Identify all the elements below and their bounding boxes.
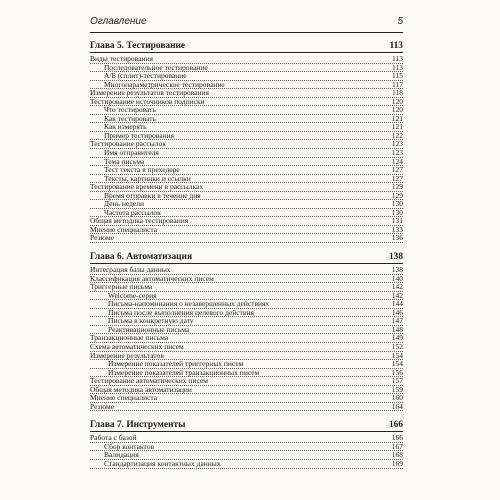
toc-entry-page: 129 xyxy=(391,182,403,192)
chapter-page: 166 xyxy=(388,420,403,431)
toc-entry-page: 168 xyxy=(391,450,403,460)
toc-entry-title: Письма-напоминания о незавершенных действиях xyxy=(108,299,270,309)
toc-entry-title: Стандартизация контактных данных xyxy=(104,458,221,468)
toc-entry-title: Как измерять xyxy=(104,122,147,132)
toc-entry-page: 166 xyxy=(391,433,403,443)
toc-entry-title: Что тестировать xyxy=(104,105,156,115)
toc-entry-title: Последовательное тестирование xyxy=(104,62,208,72)
toc-entry-page: 123 xyxy=(391,148,403,158)
toc-entry-page: 113 xyxy=(392,54,403,63)
chapter-title: Глава 7. Инструменты xyxy=(90,420,186,431)
header-title: Оглавление xyxy=(90,16,147,27)
toc-entry-title: Как тестировать xyxy=(104,113,156,123)
toc-entry-title: Виды тестирования xyxy=(90,54,153,63)
chapter-page: 113 xyxy=(389,41,403,51)
toc-entry-page: 120 xyxy=(391,105,403,115)
toc-entry-page: 160 xyxy=(391,393,403,403)
toc-entry-title: А/Б (сплит)-тестирование xyxy=(104,71,187,81)
toc-entry-title: Схема автоматических писем xyxy=(90,341,184,351)
toc-entry-title: Транзакционные письма xyxy=(90,333,169,343)
toc-entry-page: 117 xyxy=(392,79,403,89)
toc-entry-title: Работа с базой xyxy=(90,433,137,443)
toc-entry-page: 142 xyxy=(391,290,403,300)
toc-entry-page: 136 xyxy=(391,233,403,243)
toc-entry-page: 121 xyxy=(391,113,403,123)
chapter-page: 138 xyxy=(388,252,403,263)
page-header xyxy=(90,16,403,33)
toc-entry-page: 142 xyxy=(391,282,403,292)
toc-entry-title: Триггерные письма xyxy=(90,282,153,292)
toc-entry-title: День недели xyxy=(104,199,144,209)
toc-entry[interactable] xyxy=(90,226,403,235)
toc-entry-page: 124 xyxy=(391,156,403,166)
chapter-heading[interactable] xyxy=(90,419,403,432)
toc-entry-title: Многопараметрическое тестирование xyxy=(104,79,225,89)
toc-entry-page: 147 xyxy=(391,316,403,326)
toc-entry[interactable] xyxy=(90,403,403,412)
toc-entry-page: 144 xyxy=(391,299,403,309)
toc-entry-title: Частота рассылок xyxy=(104,207,161,217)
chapter-heading[interactable] xyxy=(90,251,403,264)
toc-entry-title: Измерение показателей транзакционных писем xyxy=(108,367,260,377)
toc-entry-page: 130 xyxy=(391,207,403,217)
toc-entry-page: 133 xyxy=(391,224,403,234)
toc-entry-title: Тестирование источников подписки xyxy=(90,96,205,106)
toc-entry-page: 152 xyxy=(391,341,403,351)
toc-entry[interactable] xyxy=(90,234,403,243)
toc-entry-page: 129 xyxy=(391,190,403,200)
toc-entry-title: Welcome-серия xyxy=(108,290,157,300)
toc-entry-page: 121 xyxy=(391,122,403,132)
chapter-title: Глава 6. Автоматизация xyxy=(90,252,193,263)
toc-entry-page: 156 xyxy=(391,367,403,377)
toc-entry-title: Измерение показателей триггерных писем xyxy=(108,359,244,369)
toc-entry-page: 118 xyxy=(392,88,403,98)
toc-entry-title: Тексты, картинки и ссылки xyxy=(104,173,191,183)
toc-entry-page: 159 xyxy=(391,384,403,394)
toc-entry-page: 127 xyxy=(391,173,403,183)
toc-entry-page: 131 xyxy=(391,216,403,226)
toc-entry-title: Тестирование времени в рассылках xyxy=(90,182,204,192)
toc-entry-title: Мнение специалиста xyxy=(90,393,158,403)
toc-entry-title: Измерение результатов xyxy=(90,350,164,360)
toc-entry-title: Общая методика автоматизации xyxy=(90,384,192,394)
toc-entry-title: Валидация xyxy=(104,450,139,460)
toc-entry-title: Письма после выполнения целевого действия xyxy=(108,307,254,317)
toc-entry-title: Интеграция базы данных xyxy=(90,265,171,275)
toc-entry-page: 164 xyxy=(391,401,403,411)
toc-entry-title: Мнение специалиста xyxy=(90,224,158,234)
toc-entry-title: Классификация автоматических писем xyxy=(90,273,214,283)
toc-entry-title: Сбор контактов xyxy=(104,441,155,451)
table-of-contents xyxy=(90,37,403,469)
toc-entry-title: Тестирование автоматических писем xyxy=(90,376,208,386)
toc-entry-page: 154 xyxy=(391,350,403,360)
toc-entry-page: 167 xyxy=(391,441,403,451)
toc-entry-title: Время отправки в течение дня xyxy=(104,190,201,200)
toc-entry-page: 122 xyxy=(391,130,403,140)
toc-entry-page: 148 xyxy=(391,324,403,334)
toc-entry-title: Тест текста в прехедере xyxy=(104,165,180,175)
toc-entry-title: Реактивационные письма xyxy=(108,324,190,334)
chapter-title: Глава 5. Тестирование xyxy=(90,41,186,51)
toc-entry-title: Общая методика тестирования xyxy=(90,216,189,226)
toc-entry-page: 157 xyxy=(391,376,403,386)
toc-entry-title: Письма в конкретную дату xyxy=(108,316,194,326)
toc-entry-page: 123 xyxy=(391,139,403,149)
toc-entry-page: 120 xyxy=(391,96,403,106)
toc-entry[interactable] xyxy=(90,460,403,469)
toc-entry-page: 138 xyxy=(391,265,403,275)
toc-entry-page: 154 xyxy=(391,359,403,369)
toc-entry[interactable] xyxy=(90,394,403,403)
toc-entry-title: Имя отправителя xyxy=(104,148,159,158)
toc-entry-title: Тема письма xyxy=(104,156,145,166)
toc-entry-title: Резюме xyxy=(90,233,115,243)
toc-entry-title: Тестирование рассылок xyxy=(90,139,166,149)
toc-entry-page: 130 xyxy=(391,199,403,209)
toc-entry-page: 140 xyxy=(391,273,403,283)
toc-entry-title: Резюме xyxy=(90,401,115,411)
chapter-heading[interactable] xyxy=(90,40,403,53)
toc-entry-page: 115 xyxy=(392,71,403,81)
toc-entry-title: Пример тестирования xyxy=(104,130,175,140)
toc-entry-page: 169 xyxy=(391,458,403,468)
page-number: 5 xyxy=(397,16,403,27)
toc-entry-page: 113 xyxy=(392,62,403,72)
toc-entry-page: 146 xyxy=(391,307,403,317)
toc-entry-page: 149 xyxy=(391,333,403,343)
toc-entry-title: Измерение результатов тестирования xyxy=(90,88,209,98)
toc-entry-page: 127 xyxy=(391,165,403,175)
